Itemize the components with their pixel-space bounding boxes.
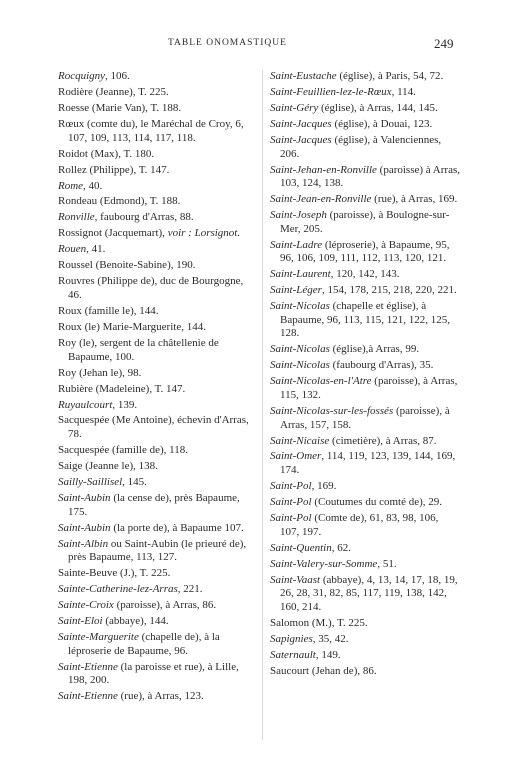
index-entry — [58, 148, 256, 162]
entry-name: Saternault — [270, 648, 316, 661]
entry-details: (église), à Arras, 144, 145. — [318, 101, 438, 114]
entry-details: , 149. — [315, 648, 341, 661]
index-entry — [270, 435, 460, 449]
entry-details: , 114. — [391, 85, 416, 98]
index-entry — [270, 617, 460, 631]
entry-details: (église), à Valenciennes, 206. — [280, 133, 442, 160]
index-entry — [270, 359, 460, 373]
entry-name: Salomon (M.), T. 225. — [270, 616, 368, 629]
index-entry — [270, 649, 460, 663]
entry-details: (la cense de), près Bapaume, 175. — [68, 492, 240, 518]
index-entry — [270, 375, 460, 402]
entry-name: Saint-Nicolas-en-l'Atre — [270, 375, 372, 388]
index-entry — [58, 275, 256, 302]
entry-name: Rollez (Philippe), T. 147. — [58, 163, 170, 176]
entry-details: , 114, 119, 123, 139, 144, 169, 174. — [280, 450, 456, 477]
entry-details: (paroisse) à Arras, 103, 124, 138. — [280, 163, 460, 190]
entry-details: , 51. — [377, 557, 397, 570]
index-entry — [270, 134, 460, 161]
entry-name: Saint-Laurent — [270, 268, 331, 281]
entry-name: Saint-Eustache — [270, 70, 337, 82]
entry-name: Saint-Vaast — [270, 573, 321, 586]
entry-name: Sacquespée (Me Antoine), échevin d'Arras, 78. — [58, 414, 249, 441]
entry-name: Roussel (Benoite-Sabine), 190. — [58, 259, 196, 272]
entry-details: ou Saint-Aubin (le prieuré de), près Bapaume, 113, 127. — [68, 537, 247, 564]
index-entry — [58, 118, 256, 145]
entry-details: (faubourg d'Arras), 35. — [329, 359, 434, 372]
index-entry — [58, 599, 256, 613]
index-entry — [270, 574, 460, 615]
index-entry — [58, 367, 256, 381]
index-entry — [58, 305, 256, 319]
index-entry — [58, 567, 256, 581]
page-number: 249 — [434, 36, 454, 51]
entry-details: , 139. — [112, 398, 138, 411]
index-entry — [270, 70, 460, 84]
entry-name: Saint-Quentin — [270, 541, 332, 554]
index-entry — [270, 164, 460, 191]
index-entry — [58, 227, 256, 241]
index-entry — [270, 405, 460, 432]
entry-name: Sainte-Catherine-lez-Arras — [58, 583, 178, 596]
entry-name: Saint-Valery-sur-Somme — [270, 557, 378, 570]
index-entry — [58, 86, 256, 100]
entry-name: Roux (le) Marie-Marguerite, 144. — [58, 320, 206, 333]
index-entry — [58, 102, 256, 116]
entry-name: Saint-Aubin — [58, 521, 111, 534]
entry-details: (cimetière), à Arras, 87. — [329, 434, 437, 447]
index-entry — [270, 496, 460, 510]
entry-name: Rouen — [58, 243, 87, 256]
entry-name: Ronville — [58, 211, 95, 224]
entry-name: Saint-Jacques — [270, 117, 332, 130]
entry-name: Saint-Eloi — [58, 615, 103, 628]
entry-name: Saint-Etienne — [58, 660, 118, 673]
index-entry — [270, 268, 460, 282]
index-entry — [58, 211, 256, 225]
index-entry — [58, 444, 256, 458]
column-divider — [262, 70, 263, 740]
entry-name: Rondeau (Edmond), T. 188. — [58, 195, 181, 208]
entry-name: Sainte-Beuve (J.), T. 225. — [58, 567, 171, 580]
entry-name: Saint-Aubin — [58, 492, 111, 505]
index-entry — [58, 414, 256, 441]
entry-name: Saint-Etienne — [58, 690, 118, 703]
index-entry — [58, 538, 256, 565]
index-entry — [58, 337, 256, 364]
entry-details: , 106. — [105, 70, 130, 82]
index-entry — [270, 450, 460, 477]
index-entry — [270, 193, 460, 207]
entry-name: Saint-Nicaise — [270, 434, 330, 447]
entry-details: (la porte de), à Bapaume 107. — [110, 521, 244, 534]
index-entry — [58, 164, 256, 178]
index-entry — [58, 243, 256, 257]
entry-details: (église), à Paris, 54, 72. — [336, 70, 444, 82]
entry-details: , 120, 142, 143. — [330, 268, 400, 281]
entry-name: Roux (famille le), 144. — [58, 304, 159, 317]
entry-details: , 154, 178, 215, 218, 220, 221. — [321, 284, 457, 297]
entry-name: Saint-Pol — [270, 496, 312, 509]
index-entry — [58, 383, 256, 397]
entry-name: Roidot (Max), T. 180. — [58, 147, 155, 160]
entry-name: Sainte-Marguerite — [58, 631, 139, 644]
entry-details: (léproserie), à Bapaume, 95, 96, 106, 109, 111, 112, 113, 120, 121. — [280, 238, 450, 265]
entry-details: (la paroisse et rue), à Lille, 198, 200. — [68, 660, 239, 687]
entry-name: Saint-Feuillien-lez-le-Rœux — [270, 85, 392, 98]
entry-details: (église), à Douai, 123. — [331, 117, 433, 130]
index-entry — [270, 343, 460, 357]
entry-name: Rœux (comte du), le Maréchal de Croy, 6, 107, 109, 113, 114, 117, 118. — [58, 117, 244, 144]
entry-name: Sainte-Croix — [58, 599, 114, 612]
entry-details: (abbaye), 144. — [102, 615, 169, 628]
running-title: TABLE ONOMASTIQUE — [168, 38, 287, 48]
entry-name: Rome — [58, 179, 84, 192]
index-entry — [270, 480, 460, 494]
entry-details: (paroisse), à Arras, 115, 132. — [280, 375, 458, 401]
entry-name: Sailly-Saillisel — [58, 476, 123, 489]
index-entry — [58, 460, 256, 474]
entry-name: Saucourt (Jehan de), 86. — [270, 664, 377, 677]
entry-details: , 62. — [331, 541, 351, 554]
index-entry — [58, 476, 256, 490]
entry-name: Saint-Omer — [270, 450, 322, 463]
page-header — [0, 38, 512, 54]
index-entry — [58, 690, 256, 704]
entry-name: Roesse (Marie Van), T. 188. — [58, 101, 182, 114]
index-entry — [58, 259, 256, 273]
entry-details: (abbaye), 4, 13, 14, 17, 18, 19, 26, 28, 31, 82, 85, 117, 119, 138, 142, 160, 214. — [280, 573, 458, 613]
entry-name: Saint-Jean-en-Ronville — [270, 193, 372, 206]
index-entry — [58, 195, 256, 209]
index-entry — [270, 558, 460, 572]
entry-name: Saint-Nicolas — [270, 300, 330, 313]
index-entry — [58, 522, 256, 536]
entry-name: Saint-Pol — [270, 480, 312, 493]
entry-name: Saint-Jehan-en-Ronville — [270, 163, 377, 176]
index-entry — [270, 284, 460, 298]
index-entry — [270, 633, 460, 647]
entry-name: Saint-Nicolas — [270, 343, 330, 356]
index-entry — [58, 492, 256, 519]
entry-name: Roy (Jehan le), 98. — [58, 366, 142, 379]
entry-details: , 41. — [86, 243, 106, 256]
entry-name: Roy (le), sergent de la châtellenie de Bapaume, 100. — [58, 336, 219, 363]
index-entry — [270, 239, 460, 266]
index-entry — [58, 661, 256, 688]
entry-details: (Comte de), 61, 83, 98, 106, 107, 197. — [280, 512, 439, 538]
index-entry — [270, 512, 460, 539]
index-entry — [270, 86, 460, 100]
entry-details: , faubourg d'Arras, 88. — [94, 211, 194, 224]
index-entry — [58, 70, 256, 84]
entry-name: Rubière (Madeleine), T. 147. — [58, 382, 186, 395]
entry-details: (paroisse), à Arras, 86. — [113, 599, 217, 612]
entry-name: Ruyaulcourt — [58, 398, 113, 411]
entry-details: (rue), à Arras, 169. — [371, 193, 458, 206]
index-entry — [58, 180, 256, 194]
entry-details: , 40. — [83, 179, 103, 192]
entry-name: Saint-Jacques — [270, 133, 332, 146]
entry-details: , 35, 42. — [312, 632, 349, 645]
entry-name: Rouvres (Philippe de), duc de Bourgogne, 46. — [58, 275, 244, 301]
entry-name: Sapignies — [270, 632, 313, 645]
entry-name: Saint-Joseph — [270, 209, 327, 222]
index-column-right — [270, 70, 460, 681]
entry-name: Saint-Pol — [270, 512, 312, 525]
entry-details: (chapelle et église), à Bapaume, 96, 113, 115, 121, 122, 125, 128. — [280, 300, 450, 340]
entry-details: (paroisse), à Boulogne-sur-Mer, 205. — [280, 209, 450, 235]
entry-name: Saint-Géry — [270, 101, 319, 114]
entry-details: , 169. — [311, 480, 337, 493]
entry-name: Saint-Albin — [58, 537, 109, 550]
entry-details: voir : Lorsignot. — [167, 227, 241, 240]
entry-name: Rodière (Jeanne), T. 225. — [58, 85, 169, 98]
index-column-left — [58, 70, 256, 706]
entry-name: Rocquigny — [58, 70, 106, 82]
entry-details: (église),à Arras, 99. — [329, 343, 420, 356]
index-entry — [58, 583, 256, 597]
entry-details: , 221. — [177, 583, 203, 596]
index-entry — [58, 631, 256, 658]
entry-name: Saige (Jeanne le), 138. — [58, 460, 158, 473]
entry-name: Saint-Nicolas-sur-les-fossés — [270, 404, 394, 417]
index-entry — [270, 102, 460, 116]
index-entry — [58, 321, 256, 335]
entry-details: (Coutumes du comté de), 29. — [311, 496, 443, 509]
entry-details: (paroisse), à Arras, 157, 158. — [280, 404, 450, 431]
index-entry — [270, 542, 460, 556]
entry-name: Sacquespée (famille de), 118. — [58, 444, 189, 457]
entry-details: (rue), à Arras, 123. — [117, 690, 204, 703]
index-entry — [270, 300, 460, 341]
index-entry — [270, 209, 460, 236]
entry-name: Saint-Nicolas — [270, 359, 330, 372]
index-entry — [58, 399, 256, 413]
entry-name: Rossignot (Jacquemart), — [58, 227, 168, 240]
entry-details: , 145. — [122, 476, 147, 489]
entry-name: Saint-Ladre — [270, 238, 323, 251]
index-entry — [270, 665, 460, 679]
entry-name: Saint-Léger — [270, 284, 322, 297]
index-entry — [58, 615, 256, 629]
entry-details: (chapelle de), à la léproserie de Bapaume, 96. — [68, 631, 220, 657]
index-entry — [270, 118, 460, 132]
